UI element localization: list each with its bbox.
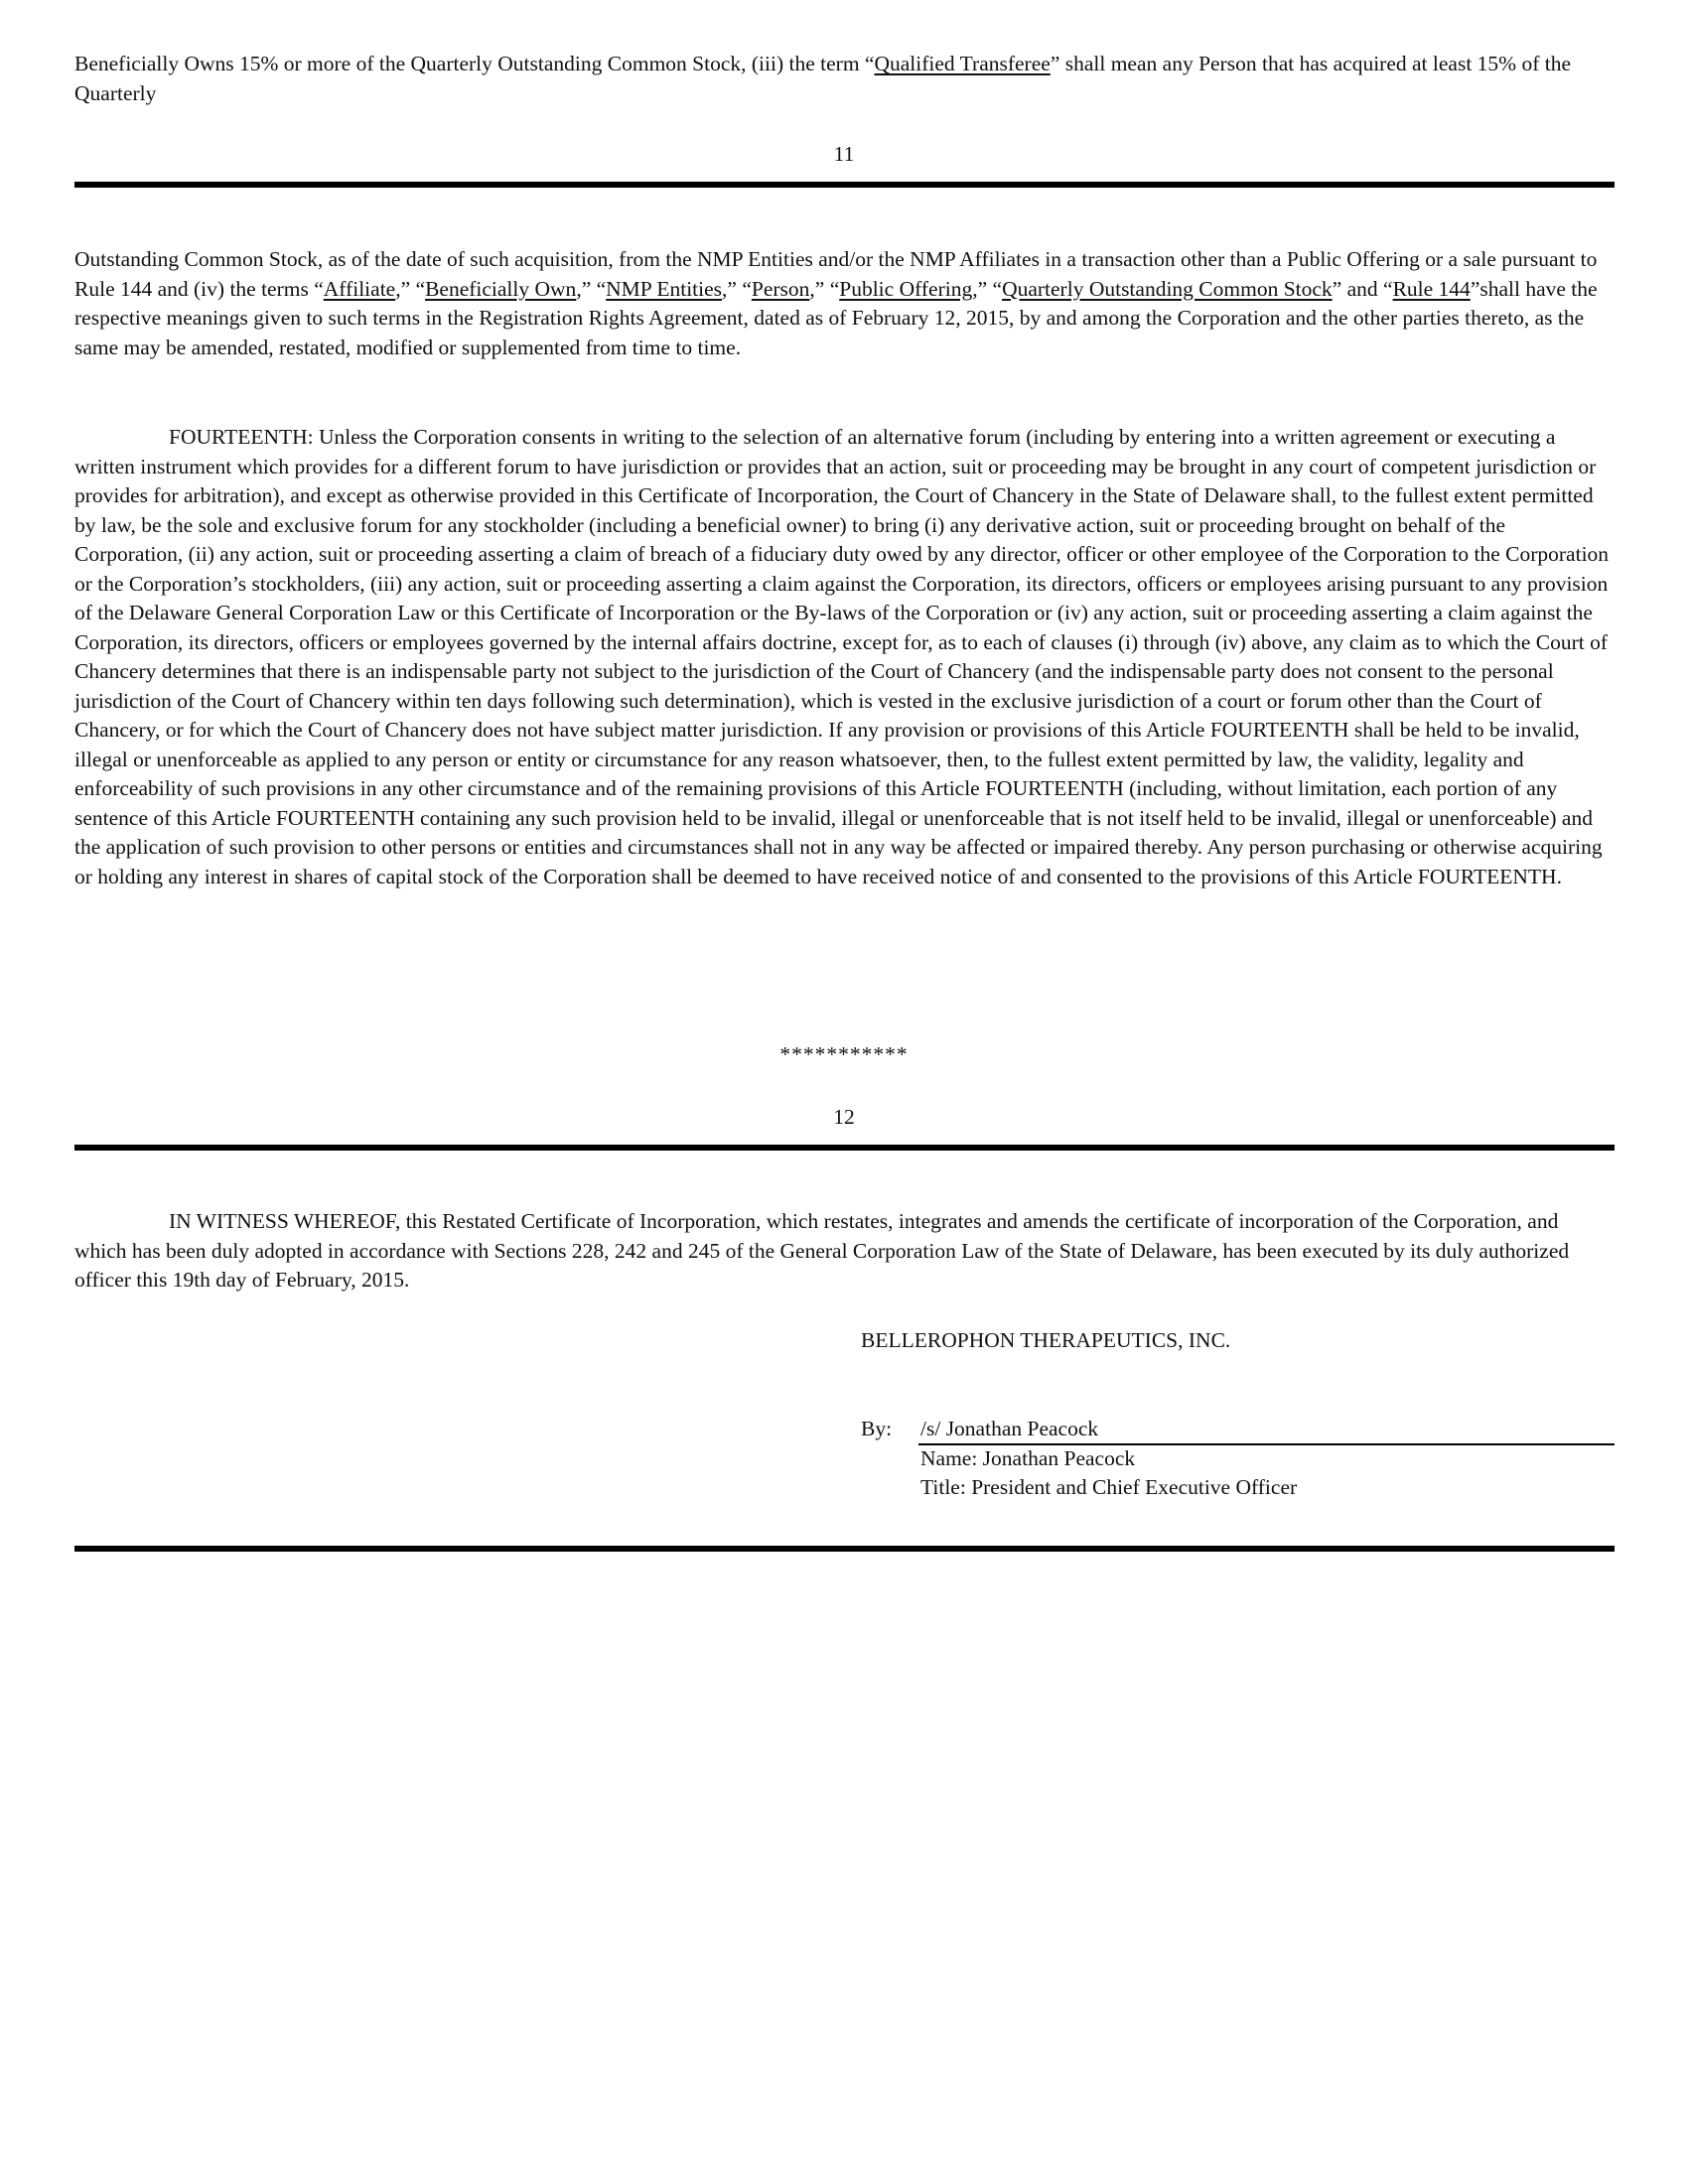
punctuation: ,” “ [576,276,607,301]
punctuation: ,” “ [809,276,840,301]
defined-term-affiliate: Affiliate [323,276,396,301]
punctuation: ,” “ [722,276,752,301]
text-fragment: ” shall mean any Person that has acquired at least 15% of the Quarterly [74,52,1572,105]
page-number: 11 [833,142,855,166]
defined-term-qualified-transferee: Qualified Transferee [874,52,1051,75]
article-fourteenth: FOURTEENTH: Unless the Corporation consents in writing to the selection of an alternative forum (including by entering into a written agreement or executing a written instrument which provides for a different forum to have jurisdiction or provides that an action, suit or proceeding may be brought in any court of competent jurisdiction or provides for arbitration), and except as otherwise provided in this Certificate of Incorporation, the Court of Chancery in the State of Delaware shall, to the fullest extent permitted by law, be the sole and exclusive forum for any stockholder (including a beneficial owner) to bring (i) any derivative action, suit or proceeding brought on behalf of the Corporation, (ii) any action, suit or proceeding asserting a claim of breach of a fiduciary duty owed by any director, officer or other employee of the Corporation to the Corporation or the Corporation’s stockholders, (iii) any action, suit or proceeding asserting a claim against the Corporation, its directors, officers or employees arising pursuant to any provision of the Delaware General Corporation Law or this Certificate of Incorporation or the By-laws of the Corporation or (iv) any action, suit or proceeding asserting a claim against the Corporation, its directors, officers or employees governed by the internal affairs doctrine, except for, as to each of clauses (i) through (iv) above, any claim as to which the Court of Chancery determines that there is an indispensable party not subject to the jurisdiction of the Court of Chancery (and the indispensable party does not consent to the personal jurisdiction of the Court of Chancery within ten days following such determination), which is vested in the exclusive jurisdiction of a court or forum other than the Court of Chancery, or for which the Court of Chancery does not have subject matter jurisdiction. If any provision or provisions of this Article FOURTEENTH shall be held to be invalid, illegal or unenforceable as applied to any person or entity or circumstance for any reason whatsoever, then, to the fullest extent permitted by law, the validity, legality and enforceability of such provisions in any other circumstance and of the remaining provisions of this Article FOURTEENTH (including, without limitation, each portion of any sentence of this Article FOURTEENTH containing any such provision held to be invalid, illegal or unenforceable that is not itself held to be invalid, illegal or unenforceable) and the application of such provision to other persons or entities and circumstances shall not in any way be affected or impaired thereby. Any person purchasing or otherwise acquiring or holding any interest in shares of capital stock of the Corporation shall be deemed to have received notice of and consented to the provisions of this Article FOURTEENTH. [74,425,1610,888]
signer-title: Title: President and Chief Executive Officer [920,1475,1298,1499]
punctuation: ,” “ [395,276,426,301]
page-divider [74,1145,1615,1151]
defined-term-rule-144: Rule 144 [1392,276,1471,301]
signer-name: Name: Jonathan Peacock [920,1446,1136,1470]
definitions-paragraph [74,245,1615,362]
separator-stars: *********** [779,1042,909,1066]
defined-term-beneficially-own: Beneficially Own [425,276,577,301]
punctuation: ” and “ [1332,276,1393,301]
text-fragment: Beneficially Owns 15% or more of the Quarterly Outstanding Common Stock, (iii) the term “ [74,52,875,75]
page-divider [74,182,1615,188]
defined-term-nmp-entities: NMP Entities [606,276,723,301]
company-name: BELLEROPHON THERAPEUTICS, INC. [861,1328,1231,1352]
page-divider [74,1546,1615,1552]
defined-term-person: Person [751,276,810,301]
punctuation: ,” “ [972,276,1003,301]
text-fragment: ”shall have the respective meanings given to such terms in the Registration Rights Agreement, dated as of February 12, 2015, by and among the Corporation and the other parties thereto, as the same may be amended, restated, modified or supplemented from time to time. [74,276,1598,359]
witness-clause: IN WITNESS WHEREOF, this Restated Certificate of Incorporation, which restates, integrates and amends the certificate of incorporation of the Corporation, and which has been duly adopted in accordance with Sections 228, 242 and 245 of the General Corporation Law of the State of Delaware, has been executed by its duly authorized officer this 19th day of February, 2015. [74,1209,1570,1292]
signature-value: /s/ Jonathan Peacock [920,1417,1099,1440]
text-fragment: Outstanding Common Stock, as of the date of such acquisition, from the NMP Entities and/or the NMP Affiliates in a transaction other than a Public Offering or a sale pursuant to Rule 144 and (iv) the terms “ [74,247,1598,301]
page-number: 12 [833,1105,855,1129]
defined-term-quarterly-outstanding-common-stock: Quarterly Outstanding Common Stock [1002,276,1333,301]
continuation-paragraph [74,50,1615,108]
by-label: By: [861,1417,893,1440]
defined-term-public-offering: Public Offering [839,276,973,301]
